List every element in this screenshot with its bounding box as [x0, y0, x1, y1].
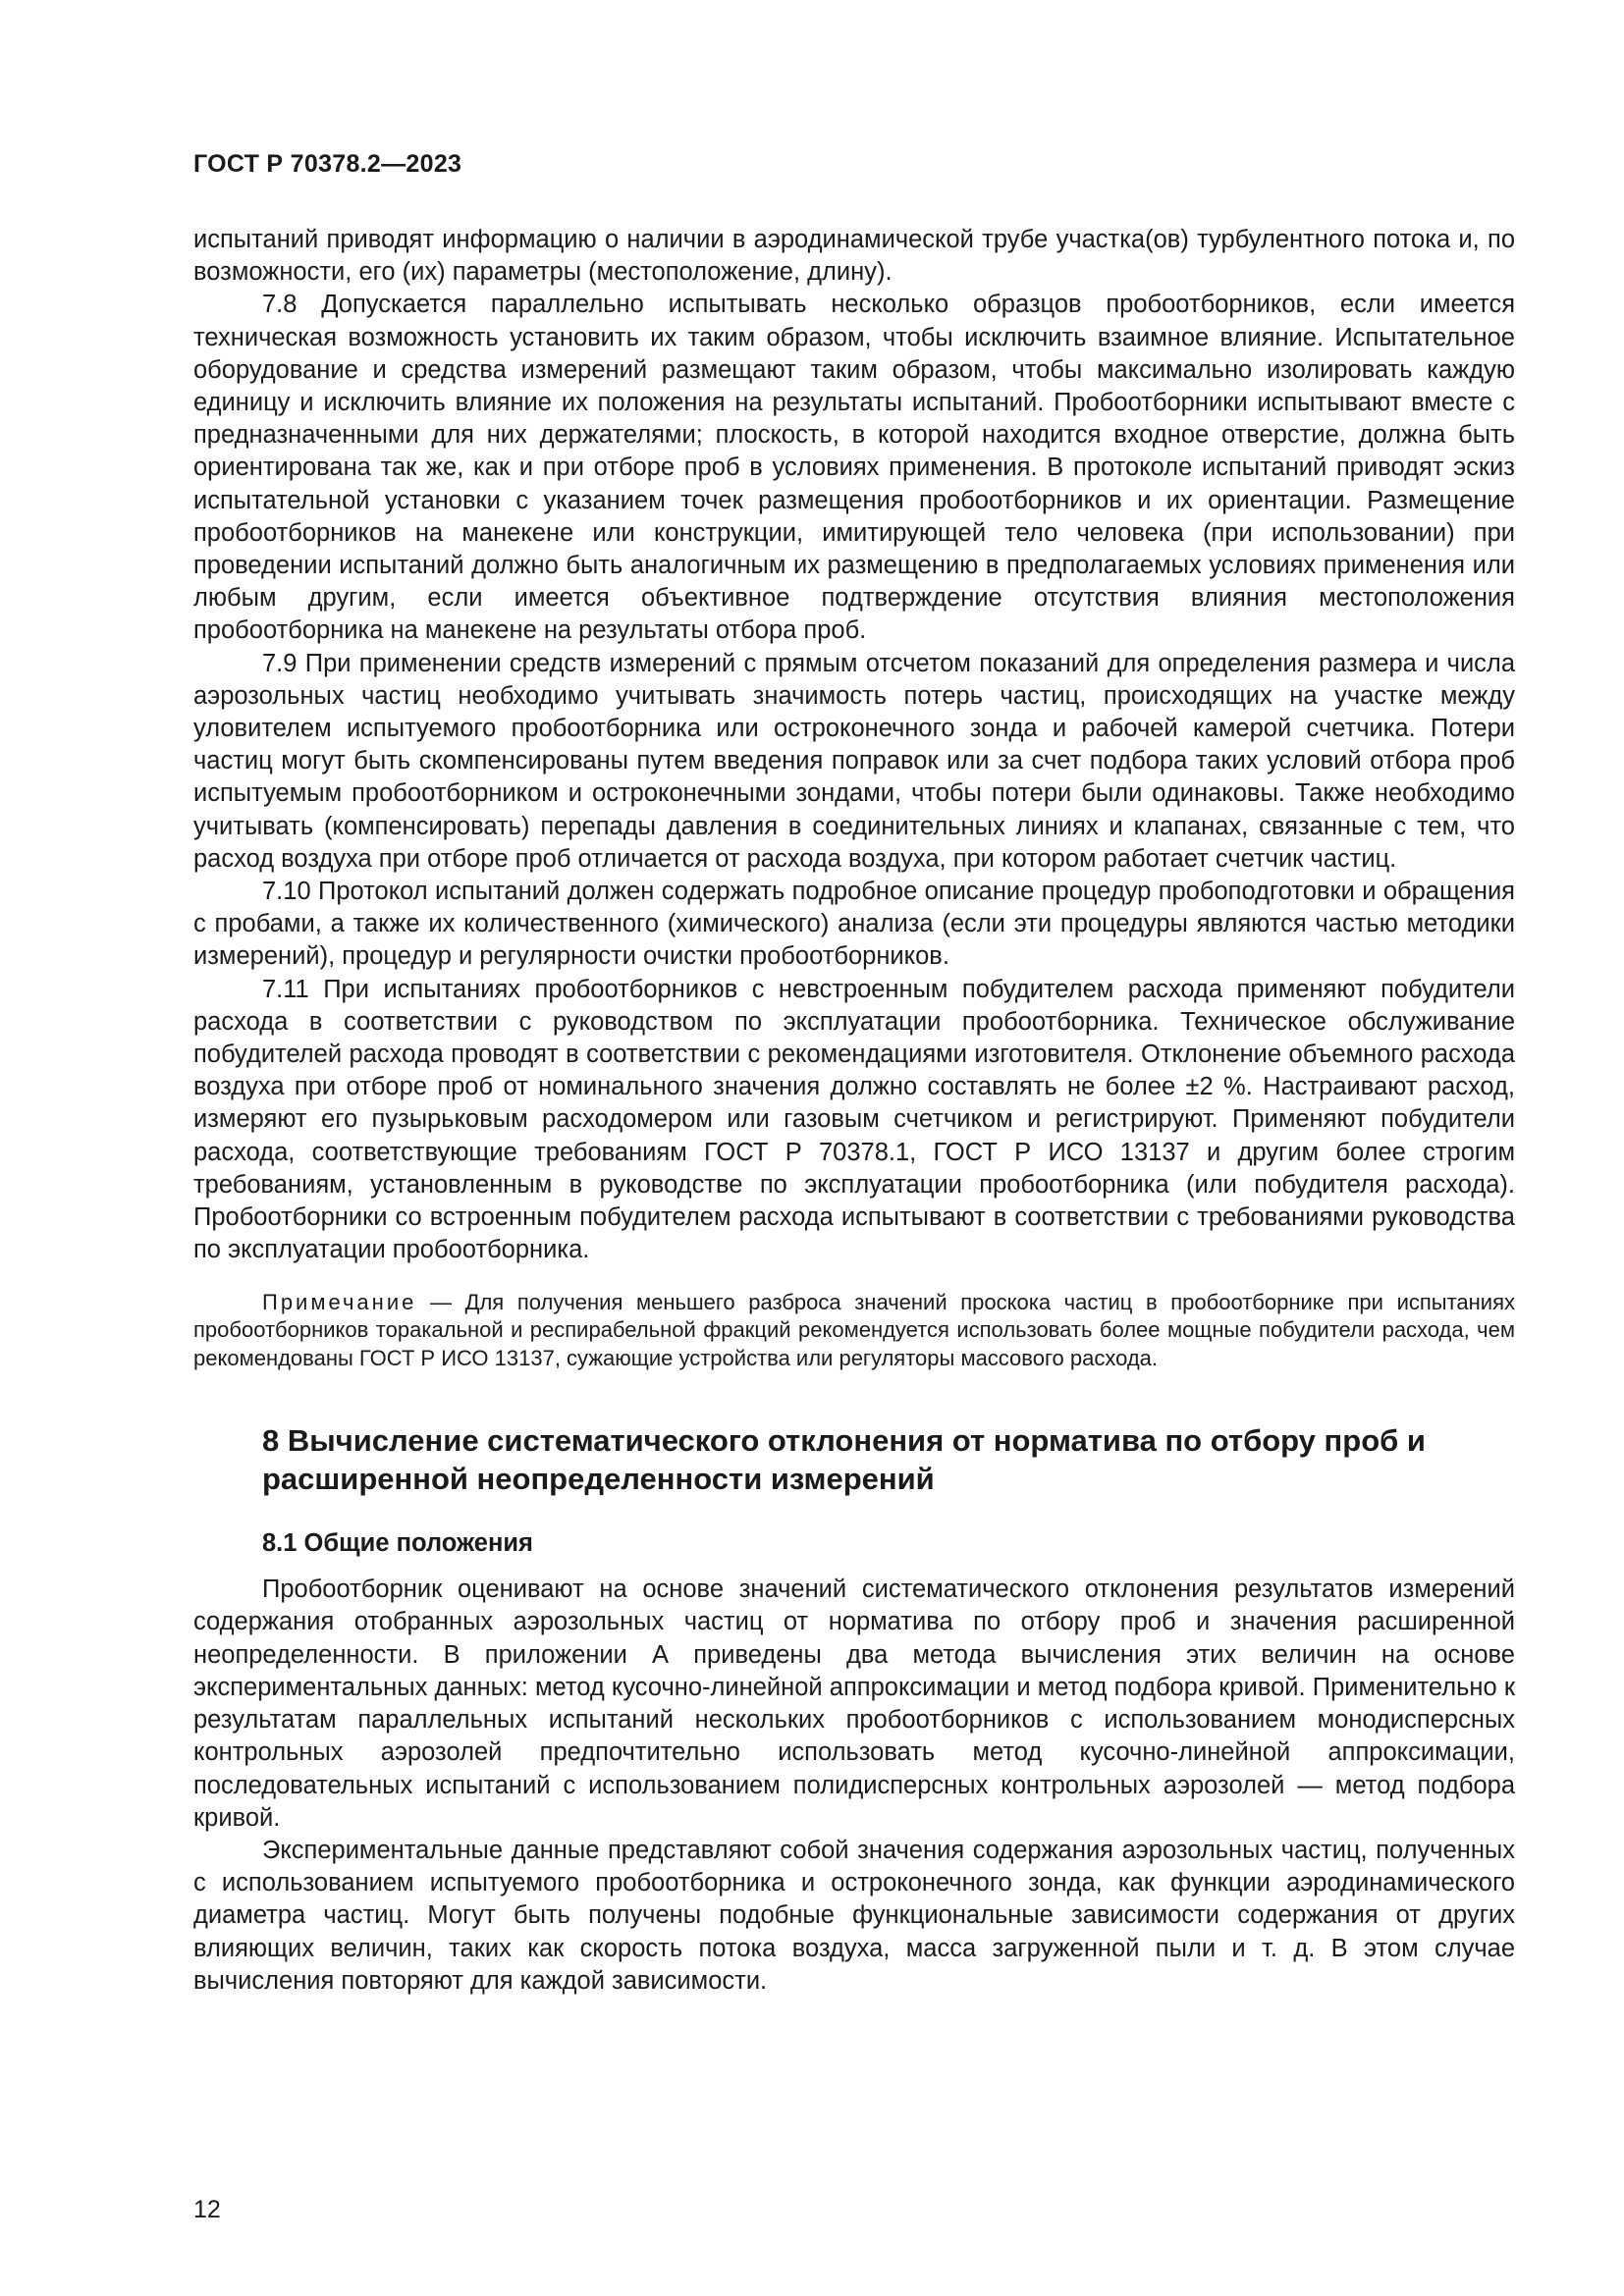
- document-body: [193, 224, 1515, 1998]
- page-number: 12: [193, 2196, 221, 2223]
- section-8-title: 8 Вычисление систематического отклонения от норматива по отбору проб и расширенной неопределенности измерений: [262, 1423, 1426, 1497]
- paragraph-8-1-second: Экспериментальные данные представляют собой значения содержания аэрозольных частиц, полученных с использованием испытуемого пробоотборника и остроконечного зонда, как функции аэродинамического диаметра частиц. Могут быть получены подобные функциональные зависимости содержания от других влияющих величин, таких как скорость потока воздуха, масса загруженной пыли и т. д. В этом случае вычисления повторяют для каждой зависимости.: [193, 1836, 1515, 1995]
- paragraph-7-9: 7.9 При применении средств измерений с прямым отсчетом показаний для определения размера и числа аэрозольных частиц необходимо учитывать значимость потерь частиц, происходящих на участке между уловителем испытуемого пробоотборника или остроконечного зонда и рабочей камерой счетчика. Потери частиц могут быть скомпенсированы путем введения поправок или за счет подбора таких условий отбора проб испытуемым пробоотборником и остроконечными зондами, чтобы потери были одинаковы. Также необходимо учитывать (компенсировать) перепады давления в соединительных линиях и клапанах, связанные с тем, что расход воздуха при отборе проб отличается от расхода воздуха, при котором работает счетчик частиц.: [193, 649, 1515, 873]
- paragraph-continuation: испытаний приводят информацию о наличии в аэродинамической трубе участка(ов) турбулентного потока и, по возможности, его (их) параметры (местоположение, длину).: [193, 226, 1515, 287]
- paragraph-7-8: 7.8 Допускается параллельно испытывать несколько образцов пробоотборников, если имеется техническая возможность установить их таким образом, чтобы исключить взаимное влияние. Испытательное оборудование и средства измерений размещают таким образом, чтобы максимально изолировать каждую единицу и исключить влияние их положения на результаты испытаний. Пробоотборники испытывают вместе с предназначенными для них держателями; плоскость, в которой находится входное отверстие, должна быть ориентирована так же, как и при отборе проб в условиях применения. В протоколе испытаний приводят эскиз испытательной установки с указанием точек размещения пробоотборников и их ориентации. Размещение пробоотборников на манекене или конструкции, имитирующей тело человека (при использовании) при проведении испытаний должно быть аналогичным их размещению в предполагаемых условиях применения или любым другим, если имеется объективное подтверждение отсутствия влияния местоположения пробоотборника на манекене на результаты отбора проб.: [193, 291, 1515, 645]
- note: [193, 1289, 1515, 1373]
- note-label: Примечание: [262, 1289, 417, 1314]
- subsection-8-1-title: 8.1 Общие положения: [262, 1529, 533, 1558]
- standard-designation: ГОСТ Р 70378.2—2023: [193, 150, 462, 178]
- note-text: — Для получения меньшего разброса значений проскока частиц в пробоотборнике при испытаниях пробоотборников торакальной и респирабельной фракций рекомендуется использовать более мощные побудители расхода, чем рекомендованы ГОСТ Р ИСО 13137, сужающие устройства или регуляторы массового расхода.: [193, 1289, 1515, 1370]
- paragraph-8-1-first: Пробоотборник оценивают на основе значений систематического отклонения результатов измерений содержания отобранных аэрозольных частиц от норматива по отбору проб и значения расширенной неопределенности. В приложении А приведены два метода вычисления этих величин на основе экспериментальных данных: метод кусочно-линейной аппроксимации и метод подбора кривой. Применительно к результатам параллельных испытаний нескольких пробоотборников с использованием монодисперсных контрольных аэрозолей предпочтительно использовать метод кусочно-линейной аппроксимации, последовательных испытаний с использованием полидисперсных контрольных аэрозолей — метод подбора кривой.: [193, 1575, 1515, 1832]
- paragraph-7-10: 7.10 Протокол испытаний должен содержать подробное описание процедур пробоподготовки и обращения с пробами, а также их количественного (химического) анализа (если эти процедуры являются частью методики измерений), процедур и регулярности очистки пробоотборников.: [193, 878, 1515, 971]
- paragraph-7-11: 7.11 При испытаниях пробоотборников с невстроенным побудителем расхода применяют побудители расхода в соответствии с руководством по эксплуатации пробоотборника. Техническое обслуживание побудителей расхода проводят в соответствии с рекомендациями изготовителя. Отклонение объемного расхода воздуха при отборе проб от номинального значения должно составлять не более ±2 %. Настраивают расход, измеряют его пузырьковым расходомером или газовым счетчиком и регистрируют. Применяют побудители расхода, соответствующие требованиям ГОСТ Р 70378.1, ГОСТ Р ИСО 13137 и другим более строгим требованиям, установленным в руководстве по эксплуатации пробоотборника (или побудителя расхода). Пробоотборники со встроенным побудителем расхода испытывают в соответствии с требованиями руководства по эксплуатации пробоотборника.: [193, 975, 1515, 1264]
